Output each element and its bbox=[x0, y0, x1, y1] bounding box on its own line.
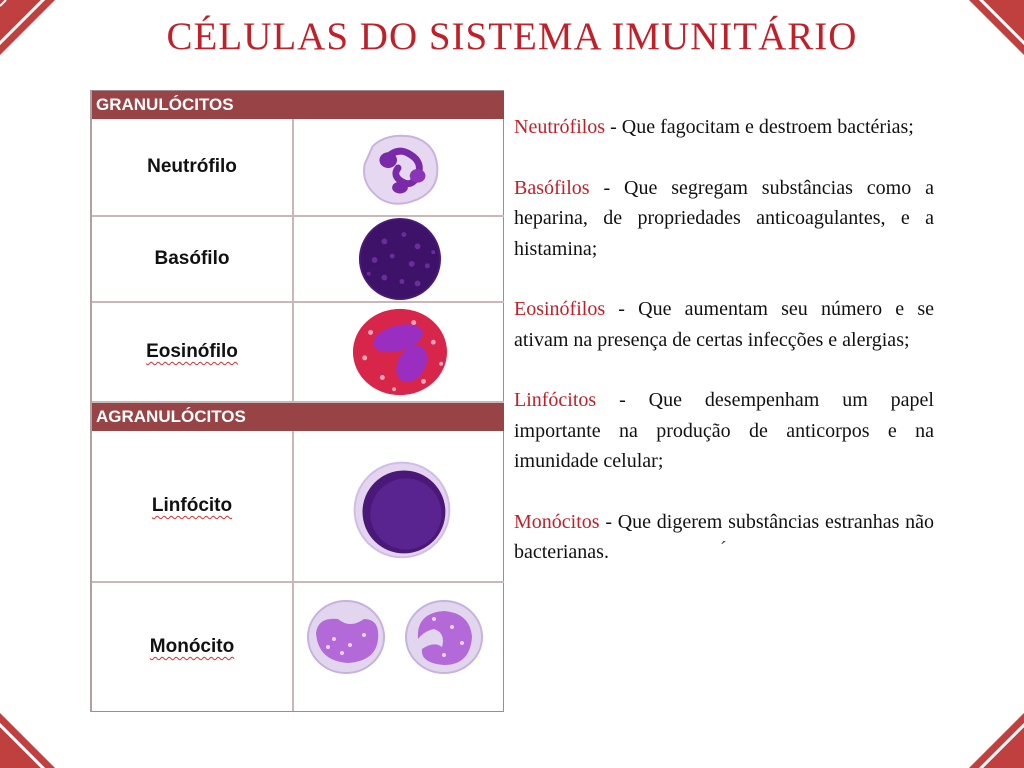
table-row-monocyte bbox=[92, 583, 504, 711]
eosinophil-cell-image bbox=[294, 303, 504, 401]
corner-triangle-bottom-left bbox=[0, 708, 60, 768]
description-text: - Que fagocitam e destroem bactérias; bbox=[605, 116, 914, 138]
term-eosinophils: Eosinófilos bbox=[514, 298, 606, 320]
row-label: Eosinófilo bbox=[146, 341, 238, 362]
term-monocytes: Monócitos bbox=[514, 510, 600, 533]
term-neutrophils: Neutrófilos bbox=[514, 116, 606, 138]
table-row-basophil bbox=[92, 217, 504, 303]
cell-table bbox=[90, 90, 504, 712]
basophil-cell-image bbox=[294, 217, 504, 301]
row-label: Basófilo bbox=[154, 248, 230, 269]
row-label: Linfócito bbox=[151, 495, 233, 516]
row-label: Neutrófilo bbox=[147, 156, 237, 177]
table-row-neutrophil bbox=[92, 119, 504, 217]
granulocytes-header: GRANULÓCITOS bbox=[92, 91, 504, 119]
cell-descriptions bbox=[514, 112, 934, 598]
description-eosinophils bbox=[514, 294, 934, 355]
description-text: - Que aumentam seu número e se ativam na presença de certas infecções e alergias; bbox=[514, 298, 934, 351]
description-text: - Que desempenham um papel importante na produção de anticorpos e na imunidade celular; bbox=[514, 389, 934, 472]
page-title: CÉLULAS DO SISTEMA IMUNITÁRIO bbox=[166, 15, 858, 58]
description-basophils bbox=[514, 173, 934, 265]
description-text: - Que digerem substâncias estranhas não bacterianas. bbox=[514, 510, 934, 563]
term-lymphocytes: Linfócitos bbox=[514, 389, 597, 411]
description-lymphocytes bbox=[514, 385, 934, 477]
description-neutrophils bbox=[514, 112, 934, 143]
lymphocyte-cell-image bbox=[294, 431, 504, 581]
neutrophil-cell-image bbox=[294, 119, 504, 215]
term-basophils: Basófilos bbox=[514, 176, 590, 199]
table-row-lymphocyte bbox=[92, 431, 504, 583]
row-label: Monócito bbox=[149, 636, 235, 657]
corner-triangle-bottom-right bbox=[964, 708, 1024, 768]
agranulocytes-header: AGRANULÓCITOS bbox=[92, 403, 504, 431]
table-row-eosinophil bbox=[92, 303, 504, 403]
stray-accent-mark: ´ bbox=[720, 538, 727, 560]
description-text: - Que segregam substâncias como a heparina, de propriedades anticoagulantes, e a histamina; bbox=[514, 176, 934, 260]
monocyte-cells-image bbox=[294, 583, 504, 711]
